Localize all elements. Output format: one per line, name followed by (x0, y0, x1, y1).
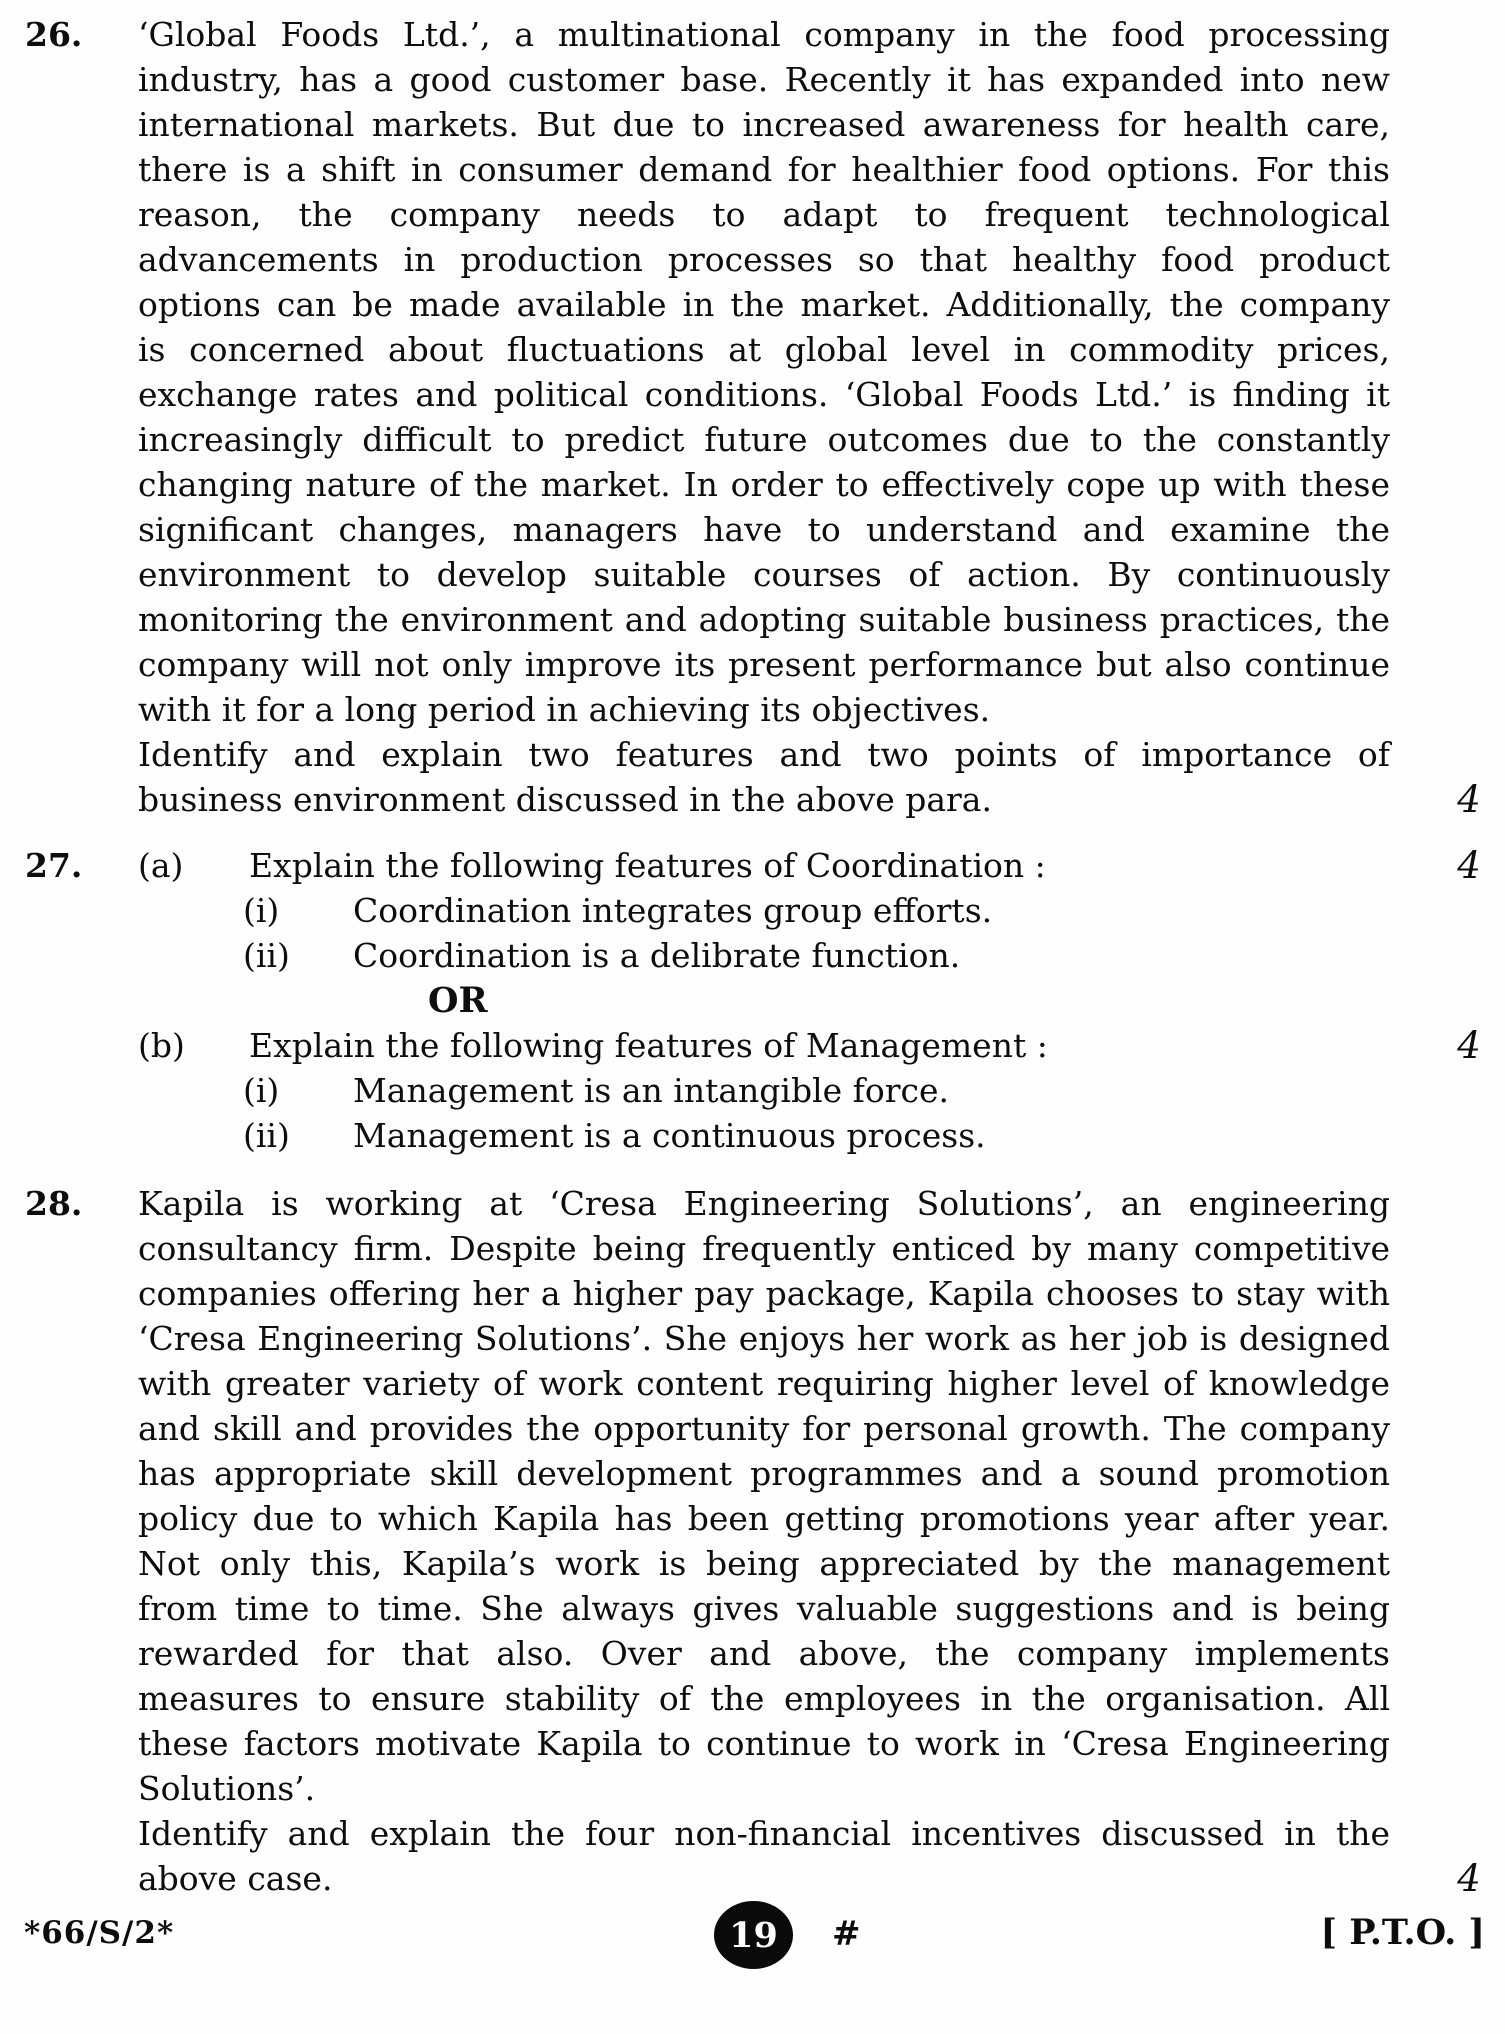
question-27-body (138, 843, 1390, 1158)
question-line: with greater variety of work content requiring higher level of knowledge (138, 1364, 1390, 1403)
marks-question-27a: 4 (1457, 844, 1481, 887)
question-line: there is a shift in consumer demand for healthier food options. For this (138, 150, 1390, 189)
question-line: measures to ensure stability of the employees in the organisation. All (138, 1679, 1390, 1718)
question-line: from time to time. She always gives valuable suggestions and is being (138, 1589, 1390, 1628)
question-line: companies offering her a higher pay package, Kapila chooses to stay with (138, 1274, 1390, 1313)
question-line: with it for a long period in achieving its objectives. (138, 690, 991, 729)
question-line: options can be made available in the market. Additionally, the company (138, 285, 1390, 324)
marks-question-28: 4 (1457, 1857, 1481, 1900)
question-27a-item-1 (138, 888, 1390, 933)
question-26 (25, 12, 1445, 822)
question-line: ‘Cresa Engineering Solutions’. She enjoys her work as her job is designed (138, 1319, 1390, 1358)
question-28-row (25, 1181, 1445, 1901)
question-27a-label: (a) (138, 846, 184, 885)
question-line: monitoring the environment and adopting suitable business practices, the (138, 600, 1390, 639)
question-27a-heading: Explain the following features of Coordination : (249, 846, 1046, 885)
question-line: these factors motivate Kapila to continue to work in ‘Cresa Engineering (138, 1724, 1390, 1763)
question-27 (25, 843, 1445, 1158)
question-28-paragraph (138, 1181, 1390, 1901)
question-line: consultancy firm. Despite being frequently enticed by many competitive (138, 1229, 1390, 1268)
marks-question-27b: 4 (1457, 1024, 1481, 1067)
question-26-paragraph (138, 12, 1390, 822)
question-line: Identify and explain the four non-financial incentives discussed in the (138, 1814, 1390, 1853)
question-26-number: 26. (25, 15, 83, 54)
question-line: exchange rates and political conditions. ‘Global Foods Ltd.’ is finding it (138, 375, 1390, 414)
question-27b-item-1-text: Management is an intangible force. (353, 1071, 949, 1110)
question-26-row (25, 12, 1445, 822)
pto-label: [ P.T.O. ] (1320, 1912, 1485, 1953)
or-separator: OR (428, 980, 488, 1021)
page-number-badge (714, 1901, 793, 1969)
question-line: is concerned about fluctuations at global level in commodity prices, (138, 330, 1390, 369)
page-number: 19 (729, 1914, 778, 1956)
question-27a-item-1-text: Coordination integrates group efforts. (353, 891, 993, 930)
question-line: international markets. But due to increased awareness for health care, (138, 105, 1390, 144)
question-line: has appropriate skill development programmes and a sound promotion (138, 1454, 1390, 1493)
question-27a-item-2-text: Coordination is a delibrate function. (353, 936, 961, 975)
question-28-number: 28. (25, 1184, 83, 1223)
question-28 (25, 1181, 1445, 1901)
question-27a-item-2 (138, 933, 1390, 978)
question-line: advancements in production processes so that healthy food product (138, 240, 1390, 279)
question-line: and skill and provides the opportunity for personal growth. The company (138, 1409, 1390, 1448)
question-line: Identify and explain two features and two points of importance of (138, 735, 1390, 774)
question-line: increasingly difficult to predict future outcomes due to the constantly (138, 420, 1390, 459)
hash-symbol: # (832, 1914, 861, 1954)
question-27b-heading-row (138, 1023, 1390, 1068)
question-line: industry, has a good customer base. Recently it has expanded into new (138, 60, 1390, 99)
question-line: business environment discussed in the above para. (138, 780, 992, 819)
question-line: Solutions’. (138, 1769, 316, 1808)
question-27b-label: (b) (138, 1026, 185, 1065)
question-27b-item-2-text: Management is a continuous process. (353, 1116, 986, 1155)
question-line: Not only this, Kapila’s work is being appreciated by the management (138, 1544, 1390, 1583)
question-27a-item-1-label: (i) (243, 891, 280, 930)
question-line: reason, the company needs to adapt to frequent technological (138, 195, 1390, 234)
question-line: significant changes, managers have to understand and examine the (138, 510, 1390, 549)
question-27-number: 27. (25, 846, 83, 885)
footer-exam-code: *66/S/2* (24, 1915, 175, 1951)
question-27b-item-2 (138, 1113, 1390, 1158)
question-27b-heading: Explain the following features of Management : (249, 1026, 1048, 1065)
question-line: rewarded for that also. Over and above, the company implements (138, 1634, 1390, 1673)
question-line: company will not only improve its present performance but also continue (138, 645, 1390, 684)
question-line: policy due to which Kapila has been getting promotions year after year. (138, 1499, 1390, 1538)
question-27b-item-1-label: (i) (243, 1071, 280, 1110)
question-27b-item-2-label: (ii) (243, 1116, 290, 1155)
marks-question-26: 4 (1457, 778, 1481, 821)
question-line: above case. (138, 1859, 333, 1898)
question-line: changing nature of the market. In order to effectively cope up with these (138, 465, 1390, 504)
question-line: Kapila is working at ‘Cresa Engineering Solutions’, an engineering (138, 1184, 1390, 1223)
question-27-row (25, 843, 1445, 1158)
question-line: ‘Global Foods Ltd.’, a multinational company in the food processing (138, 15, 1390, 54)
question-27a-heading-row (138, 843, 1390, 888)
question-line: environment to develop suitable courses of action. By continuously (138, 555, 1390, 594)
question-27b-item-1 (138, 1068, 1390, 1113)
question-27a-item-2-label: (ii) (243, 936, 290, 975)
